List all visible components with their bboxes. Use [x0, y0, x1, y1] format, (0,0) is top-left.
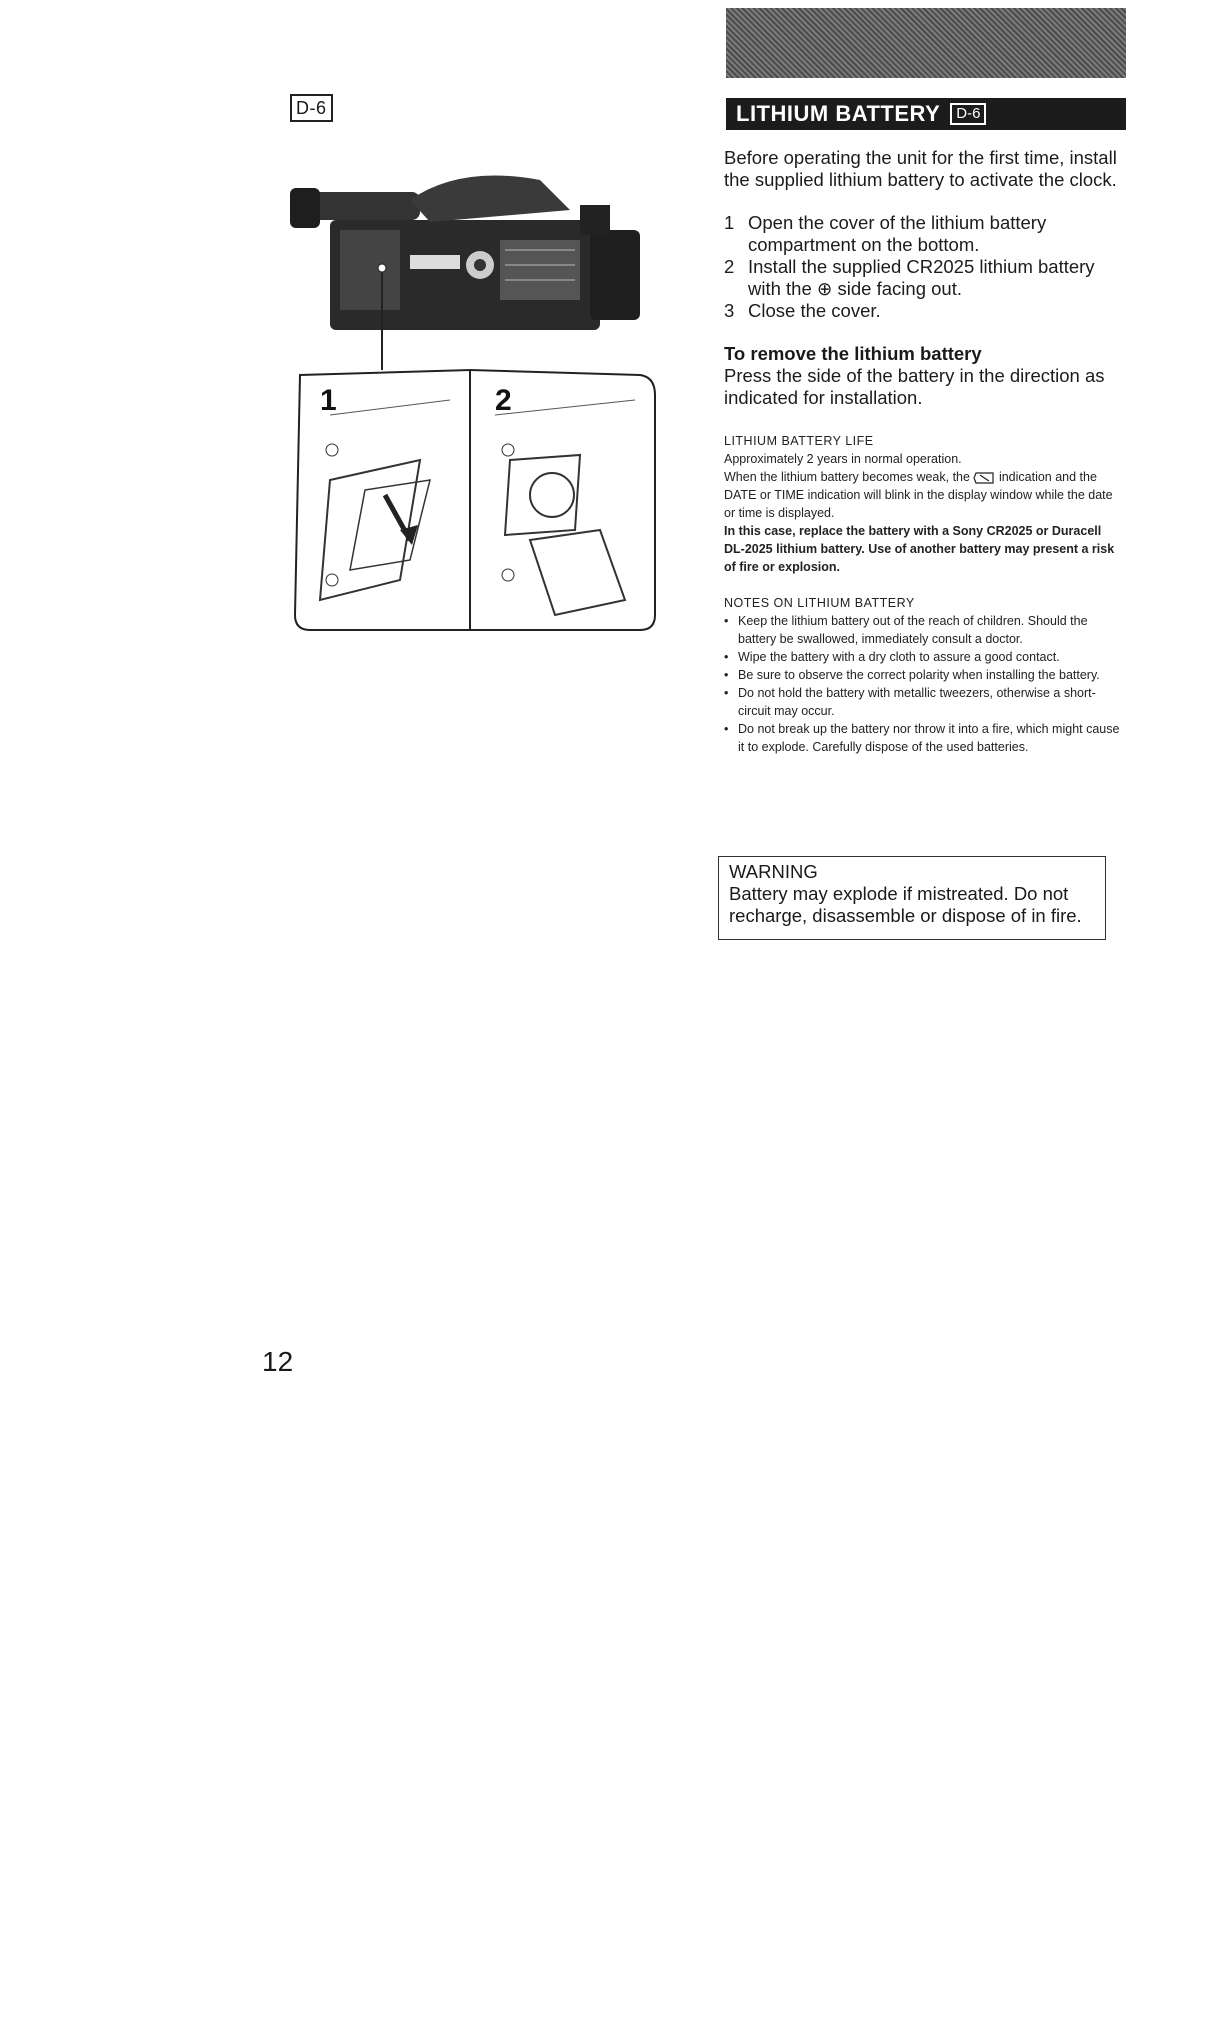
step-item [724, 212, 1128, 256]
notes-heading: NOTES ON LITHIUM BATTERY [724, 596, 915, 610]
note-text: Be sure to observe the correct polarity when installing the battery. [738, 668, 1100, 682]
step-item [724, 300, 1128, 322]
battery-life-text: indication and the DATE or TIME indication will blink in the display window while the date or time is displayed. [724, 470, 1113, 520]
list-item: • Do not hold the battery with metallic tweezers, otherwise a short-circuit may occur. [724, 684, 1124, 720]
halftone-band [726, 8, 1126, 78]
battery-life-line: Approximately 2 years in normal operation. [724, 452, 962, 466]
section-title-tag: D-6 [950, 103, 986, 125]
step-item [724, 256, 1128, 300]
battery-replace-warning: In this case, replace the battery with a Sony CR2025 or Duracell DL-2025 lithium battery. Use of another battery may present a risk of fire or explosion. [724, 524, 1115, 574]
warning-title: WARNING [729, 861, 818, 882]
section-title-bar [726, 98, 1126, 130]
notes-list [724, 612, 1124, 756]
note-text: Do not break up the battery nor throw it into a fire, which might cause it to explode. Carefully dispose of the used batteries. [738, 722, 1120, 754]
page-number: 12 [262, 1346, 294, 1377]
step-number: 3 [724, 300, 735, 321]
intro-paragraph: Before operating the unit for the first time, install the supplied lithium battery to activate the clock. [724, 147, 1117, 190]
panel-2-label: 2 [495, 384, 512, 417]
install-steps [724, 212, 1128, 322]
battery-life-body [724, 450, 1124, 576]
battery-life-heading: LITHIUM BATTERY LIFE [724, 434, 874, 448]
step-number: 2 [724, 256, 735, 277]
warning-text: Battery may explode if mistreated. Do not recharge, disassemble or dispose of in fire. [729, 883, 1082, 926]
list-item: • Wipe the battery with a dry cloth to assure a good contact. [724, 650, 1060, 664]
remove-heading: To remove the lithium battery [724, 343, 982, 364]
battery-life-line [724, 468, 1124, 522]
detail-panels [295, 370, 655, 630]
battery-weak-icon [973, 472, 995, 484]
list-item: • Keep the lithium battery out of the reach of children. Should the battery be swallowed, immediately consult a doctor. [724, 612, 1124, 648]
note-text: Keep the lithium battery out of the reach of children. Should the battery be swallowed, immediately consult a doctor. [738, 614, 1088, 646]
remove-paragraph: Press the side of the battery in the direction as indicated for installation. [724, 365, 1105, 408]
step-number: 1 [724, 212, 735, 233]
list-item: • Be sure to observe the correct polarity when installing the battery. [724, 668, 1100, 682]
step-text: Open the cover of the lithium battery compartment on the bottom. [748, 212, 1047, 255]
reference-tag: D-6 [290, 94, 333, 122]
list-item: • Do not break up the battery nor throw it into a fire, which might cause it to explode. Carefully dispose of the used batteries. [724, 720, 1124, 756]
camcorder-drawing [290, 176, 640, 371]
note-text: Do not hold the battery with metallic tweezers, otherwise a short-circuit may occur. [738, 686, 1096, 718]
camcorder-illustration [290, 160, 670, 640]
section-title: LITHIUM BATTERY [736, 101, 941, 126]
step-text: Close the cover. [748, 300, 881, 321]
step-text: Install the supplied CR2025 lithium battery with the ⊕ side facing out. [748, 256, 1095, 299]
note-text: Wipe the battery with a dry cloth to assure a good contact. [738, 650, 1060, 664]
battery-life-text: When the lithium battery becomes weak, the [724, 470, 970, 484]
warning-box [718, 856, 1106, 940]
panel-1-label: 1 [320, 384, 337, 417]
